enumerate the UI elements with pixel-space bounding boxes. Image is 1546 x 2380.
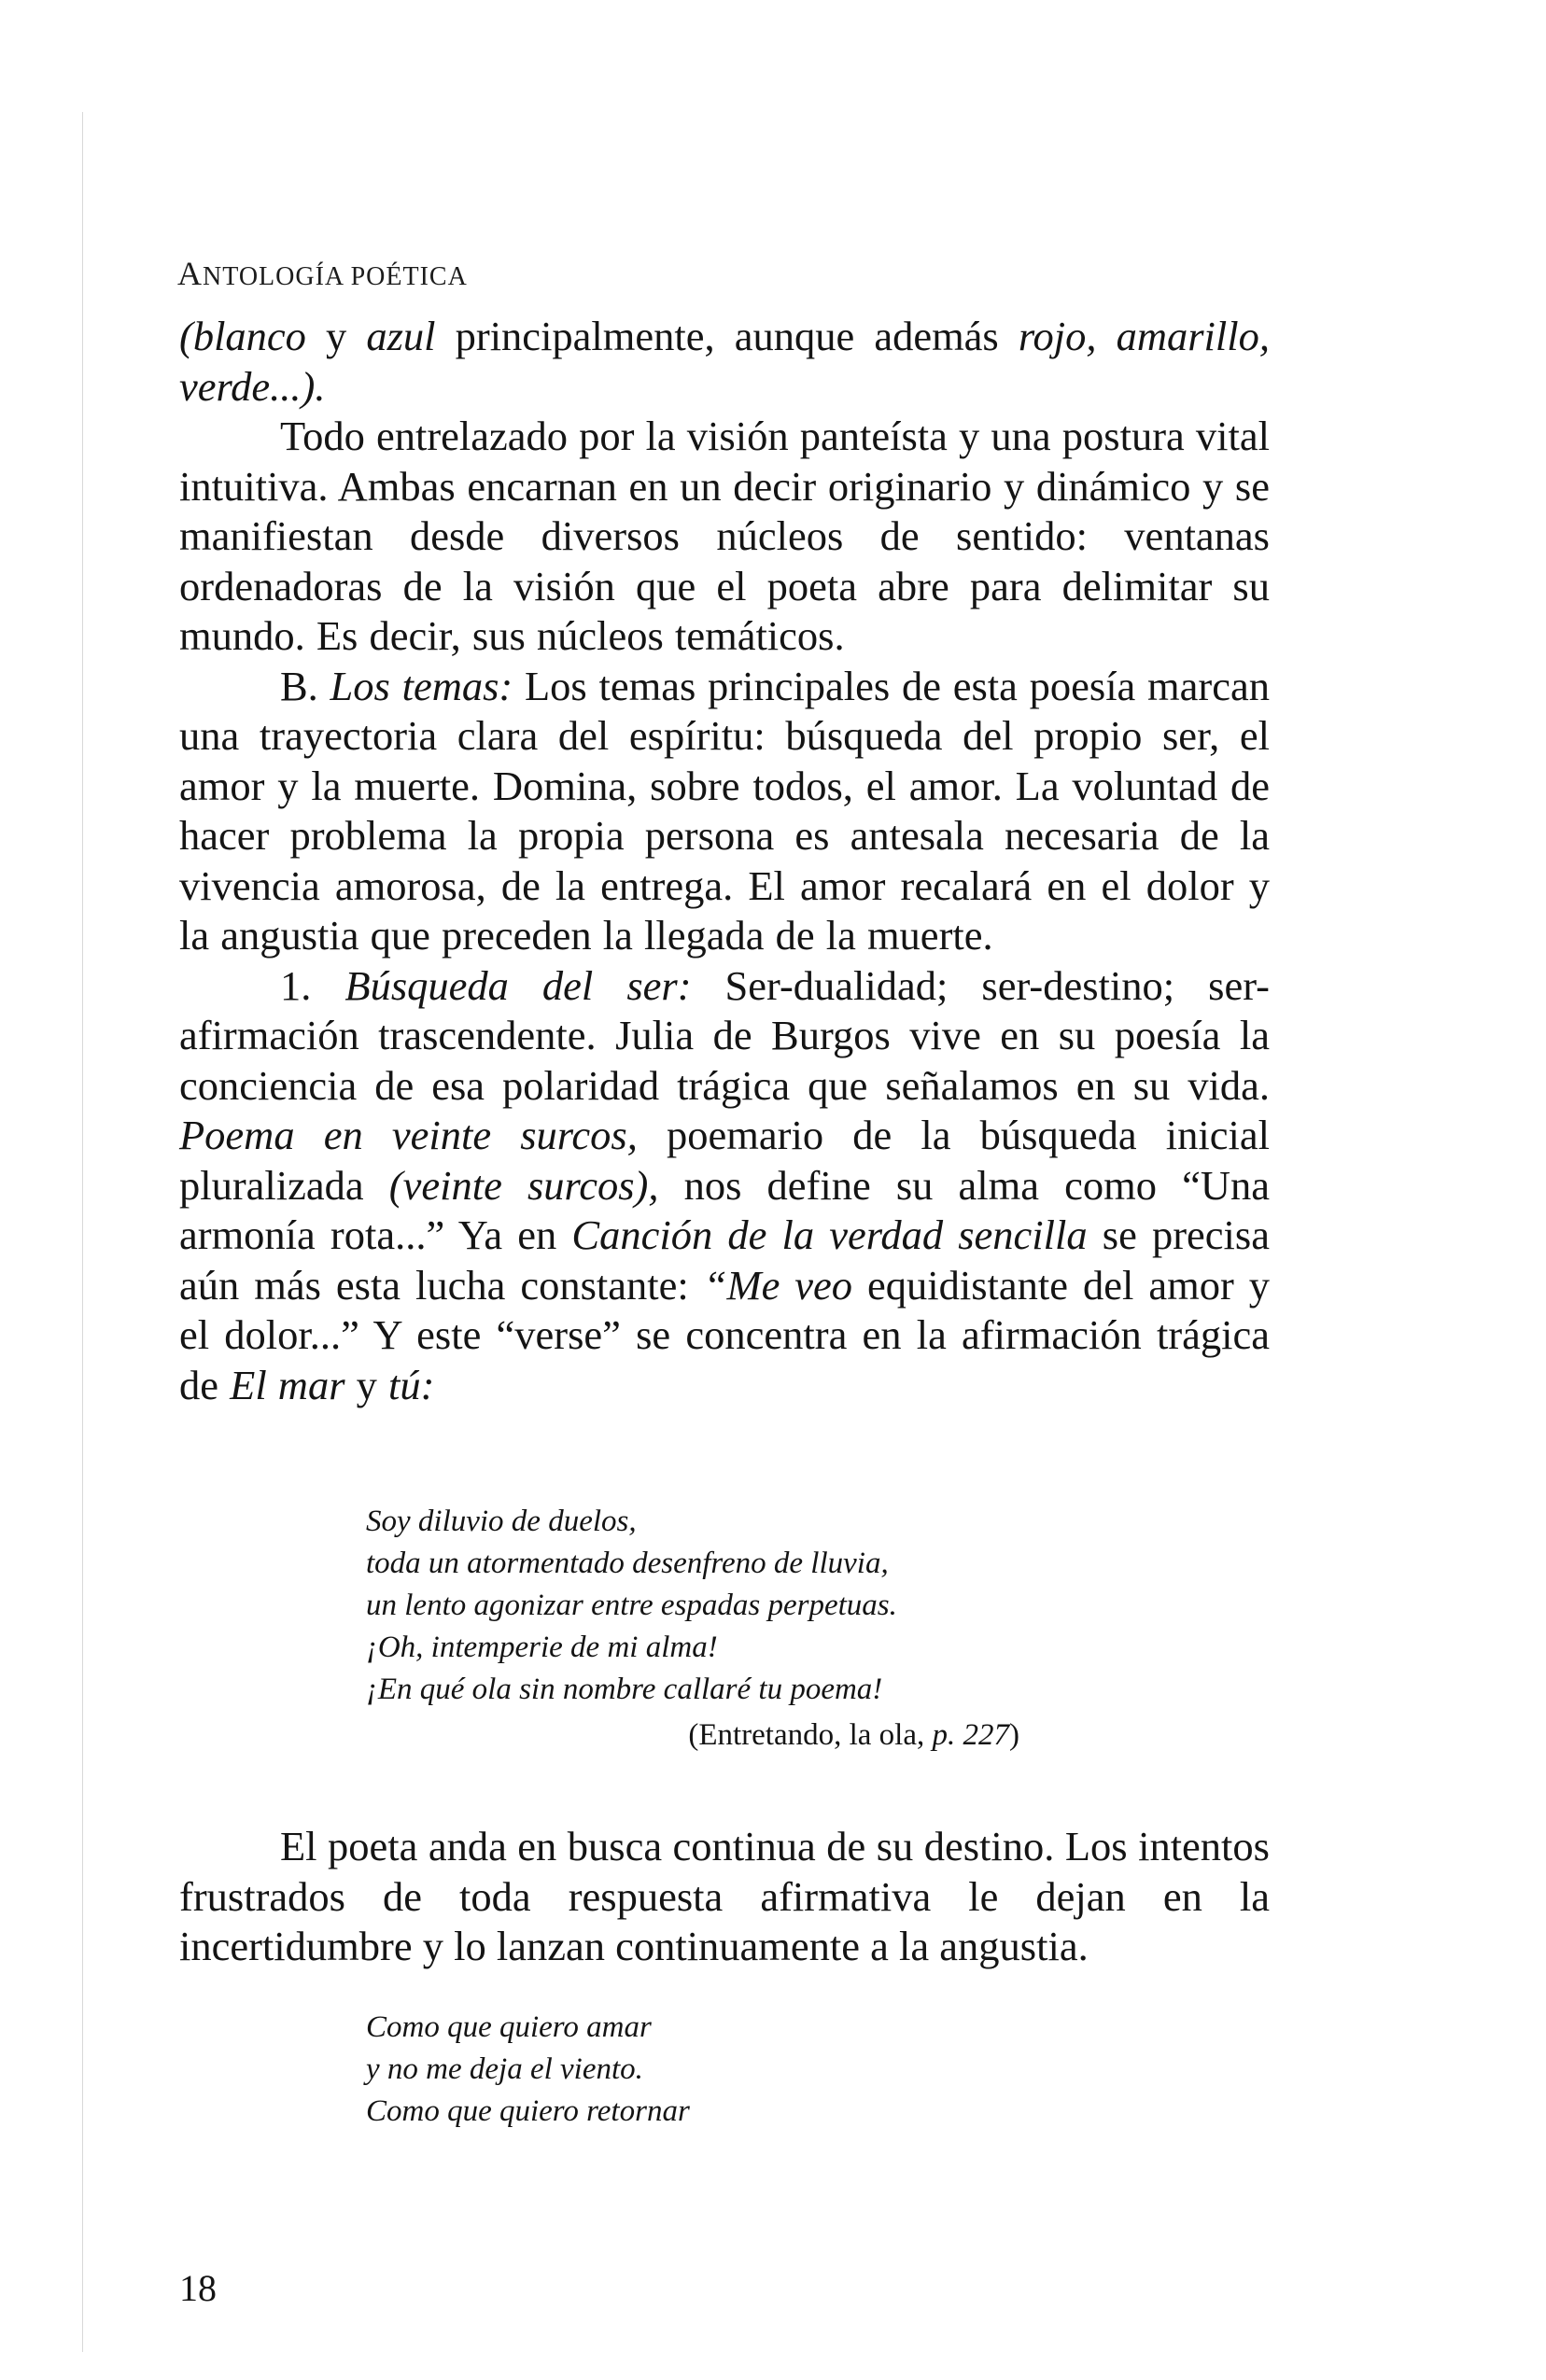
italic-text: Los temas: (330, 662, 513, 709)
italic-text: Búsqueda del ser: (344, 961, 692, 1009)
main-text-continued (179, 1822, 1270, 1972)
text-run: principalmente, aunque además (435, 313, 1019, 359)
page-edge-line (82, 112, 83, 2352)
text-run: y (344, 1361, 389, 1408)
poem-line: toda un atormentado desenfreno de lluvia, (366, 1547, 889, 1580)
text-run: se precisa aún más esta lucha constante: (179, 1211, 1270, 1309)
text-run: Todo entrelazado por la visión panteísta y una postura vital intuitiva. Ambas encarnan en un decir originario y dinámico y se manifiestan desde diversos núcleos de sentido: ventanas ordenadoras de la visión que el poeta abre para delimitar su mundo. Es decir, sus núcleos temáticos. (179, 413, 1270, 659)
poem-line: y no me deja el viento. (366, 2052, 643, 2086)
header-rest: NTOLOGÍA POÉTICA (203, 262, 468, 291)
text-run: Ser-dualidad; ser-destino; ser-afirmación trascendente. Julia de Burgos vive en su poesía la conciencia de esa polaridad trágica que señalamos en su vida. (179, 961, 1270, 1109)
italic-text: (blanco (179, 313, 306, 359)
poem-line: Como que quiero amar (366, 2010, 652, 2044)
poem-line: ¡En qué ola sin nombre callaré tu poema! (366, 1673, 883, 1706)
paragraph (179, 412, 1270, 662)
italic-text: rojo, amarillo, verde...). (179, 313, 1271, 410)
text-run: equidistante del amor y el dolor...” Y este “verse” se concentra en la afirmación trágica de (179, 1261, 1270, 1408)
italic-text: Canción de la verdad sencilla (571, 1211, 1088, 1258)
text-run: poemario de la búsqueda inicial pluralizada (179, 1112, 1270, 1209)
poem-excerpt-1 (366, 1501, 1019, 1757)
text-run: nos define su alma como “Una armonía rota...” Ya en (179, 1161, 1270, 1258)
italic-text: El mar (230, 1361, 345, 1408)
text-run: y (305, 313, 367, 359)
text-run: B. (280, 662, 330, 709)
paragraph (179, 312, 1270, 412)
main-text (179, 312, 1270, 1410)
poem-excerpt-2 (366, 2007, 690, 2133)
italic-text: azul (366, 313, 436, 359)
italic-text: tú: (388, 1361, 435, 1408)
paragraph: El poeta anda en busca continua de su destino. Los intentos frustrados de toda respuesta afirmativa le dejan en la incertidumbre y lo lanzan continuamente a la angustia. (179, 1823, 1270, 1969)
paragraph (179, 961, 1270, 1411)
text-run: Los temas principales de esta poesía marcan una trayectoria clara del espíritu: búsqueda del propio ser, el amor y la muerte. Domina, sobre todos, el amor. La voluntad de hacer problema la propia persona es antesala necesaria de la vivencia amorosa, de la entrega. El amor recalará en el dolor y la angustia que preceden la llegada de la muerte. (179, 662, 1270, 959)
poem-line: un lento agonizar entre espadas perpetuas. (366, 1589, 897, 1622)
poem-line: ¡Oh, intemperie de mi alma! (366, 1631, 718, 1664)
italic-text: (veinte surcos), (388, 1161, 659, 1209)
running-header (177, 254, 468, 293)
header-initial: A (177, 255, 203, 292)
poem-line: Soy diluvio de duelos, (366, 1505, 637, 1538)
italic-text: Poema en veinte surcos, (179, 1112, 638, 1158)
italic-text: “Me veo (703, 1261, 853, 1309)
poem-line: Como que quiero retornar (366, 2094, 690, 2128)
page-number: 18 (179, 2267, 217, 2309)
poem-citation: (Entretando, la ola, p. 227) (688, 1718, 1019, 1752)
paragraph (179, 662, 1270, 961)
text-run: 1. (280, 961, 345, 1009)
